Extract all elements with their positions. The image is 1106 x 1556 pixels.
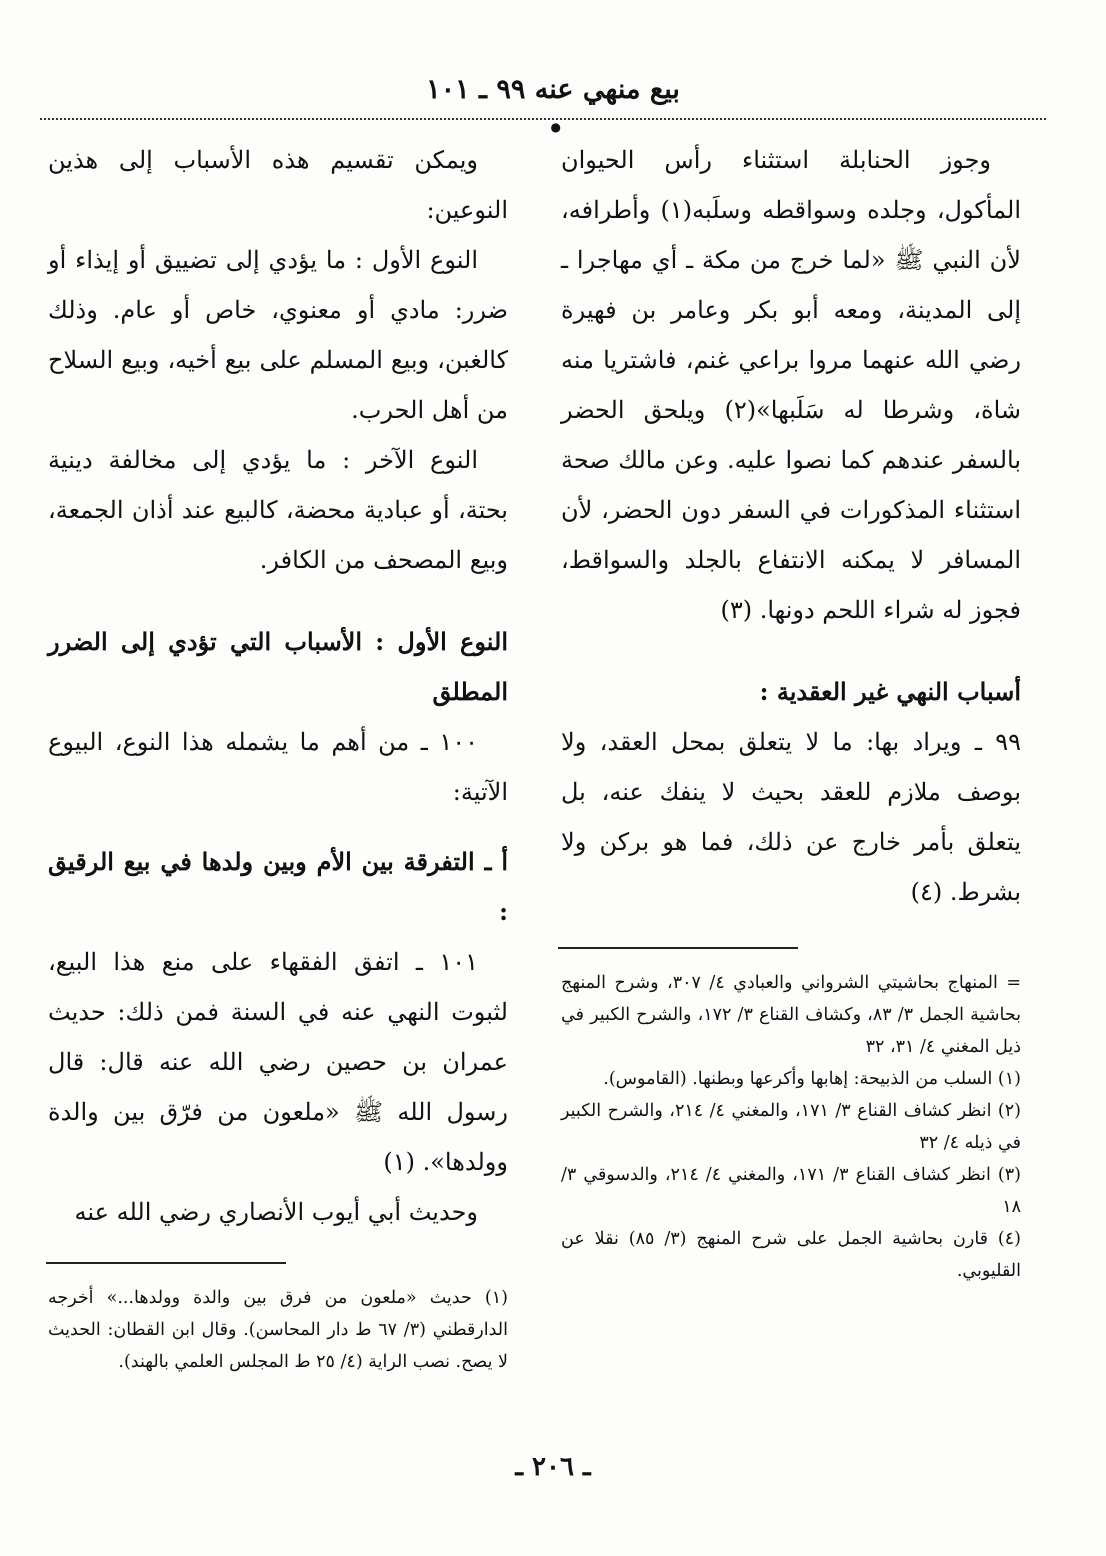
left-column <box>48 135 508 1378</box>
header-divider <box>40 118 1046 120</box>
footnote-1: (١) حديث «ملعون من فرق بين والدة وولدها...» أخرجه الدارقطني (٣/ ٦٧ ط دار المحاسن). وقال ابن القطان: الحديث لا يصح. نصب الراية (٤/ ٢٥ ط المجلس العلمي بالهند). <box>48 1288 508 1372</box>
footnote-4: (٤) قارن بحاشية الجمل على شرح المنهج (٣/ ٨٥) نقلا عن القليوبي. <box>561 1229 1021 1281</box>
paragraph-101: ١٠١ ـ اتفق الفقهاء على منع هذا البيع، لثبوت النهي عنه في السنة فمن ذلك: حديث عمران بن حصين رضي الله عنه قال: قال رسول الله ﷺ «ملعون من فرّق بين والدة وولدها». (١) <box>48 948 508 1176</box>
subheading-separation: أ ـ التفرقة بين الأم وبين ولدها في بيع الرقيق : <box>48 847 508 926</box>
footnote-divider <box>46 1262 286 1264</box>
paragraph-99: ٩٩ ـ ويراد بها: ما لا يتعلق بمحل العقد، ولا بوصف ملازم للعقد بحيث لا ينفك عنه، بل يتعلق بأمر خارج عن ذلك، فما هو بركن ولا بشرط. (٤) <box>561 728 1021 906</box>
section-heading-type-one: النوع الأول : الأسباب التي تؤدي إلى الضرر المطلق <box>48 627 508 706</box>
right-column <box>561 135 1021 1287</box>
paragraph-division-intro: ويمكن تقسيم هذه الأسباب إلى هذين النوعين: <box>48 146 508 224</box>
page-number: ـ ٢٠٦ ـ <box>515 1452 591 1482</box>
paragraph-type-one: النوع الأول : ما يؤدي إلى تضييق أو إيذاء أو ضرر: مادي أو معنوي، خاص أو عام. وذلك كالغبن، وبيع المسلم على بيع أخيه، وبيع السلاح من أهل الحرب. <box>48 246 508 424</box>
paragraph-100: ١٠٠ ـ من أهم ما يشمله هذا النوع، البيوع الآتية: <box>48 728 508 806</box>
paragraph-exception-head: وجوز الحنابلة استثناء رأس الحيوان المأكول، وجلده وسواقطه وسلَبه(١) وأطرافه، لأن النبي ﷺ «لما خرج من مكة ـ أي مهاجرا ـ إلى المدينة، ومعه أبو بكر وعامر بن فهيرة رضي الله عنهما مروا براعي غنم، فاشتريا منه شاة، وشرطا له سَلَبها»(٢) ويلحق الحضر بالسفر عندهم كما نصوا عليه. وعن مالك صحة استثناء المذكورات في السفر دون الحضر، لأن المسافر لا يمكنه الانتفاع بالجلد والسواقط، فجوز له شراء اللحم دونها. (٣) <box>561 146 1021 624</box>
paragraph-type-two: النوع الآخر : ما يؤدي إلى مخالفة دينية بحتة، أو عبادية محضة، كالبيع عند أذان الجمعة، وبيع المصحف من الكافر. <box>48 446 508 574</box>
paragraph-abu-ayyub: وحديث أبي أيوب الأنصاري رضي الله عنه <box>74 1198 478 1226</box>
running-header: بيع منهي عنه ٩٩ ـ ١٠١ <box>426 74 680 105</box>
footnote-3: (٣) انظر كشاف القناع ٣/ ١٧١، والمغني ٤/ ٢١٤، والدسوقي ٣/ ١٨ <box>561 1165 1021 1217</box>
footnotes-left <box>48 1282 508 1378</box>
section-heading-non-contract-causes: أسباب النهي غير العقدية : <box>759 677 1021 706</box>
footnote-continuation: = المنهاج بحاشيتي الشرواني والعبادي ٤/ ٣٠٧، وشرح المنهج بحاشية الجمل ٣/ ٨٣، وكشاف القناع ٣/ ١٧٢، والشرح الكبير في ذيل المغني ٤/ ٣١، ٣٢ <box>561 973 1021 1057</box>
footnote-2: (٢) انظر كشاف القناع ٣/ ١٧١، والمغني ٤/ ٢١٤، والشرح الكبير في ذيله ٤/ ٣٢ <box>561 1101 1021 1153</box>
margin-dot: ● <box>550 120 561 134</box>
footnote-divider <box>558 947 798 949</box>
footnote-1: (١) السلب من الذبيحة: إهابها وأكرعها وبطنها. (القاموس). <box>603 1069 1021 1089</box>
footnotes-right <box>561 967 1021 1287</box>
